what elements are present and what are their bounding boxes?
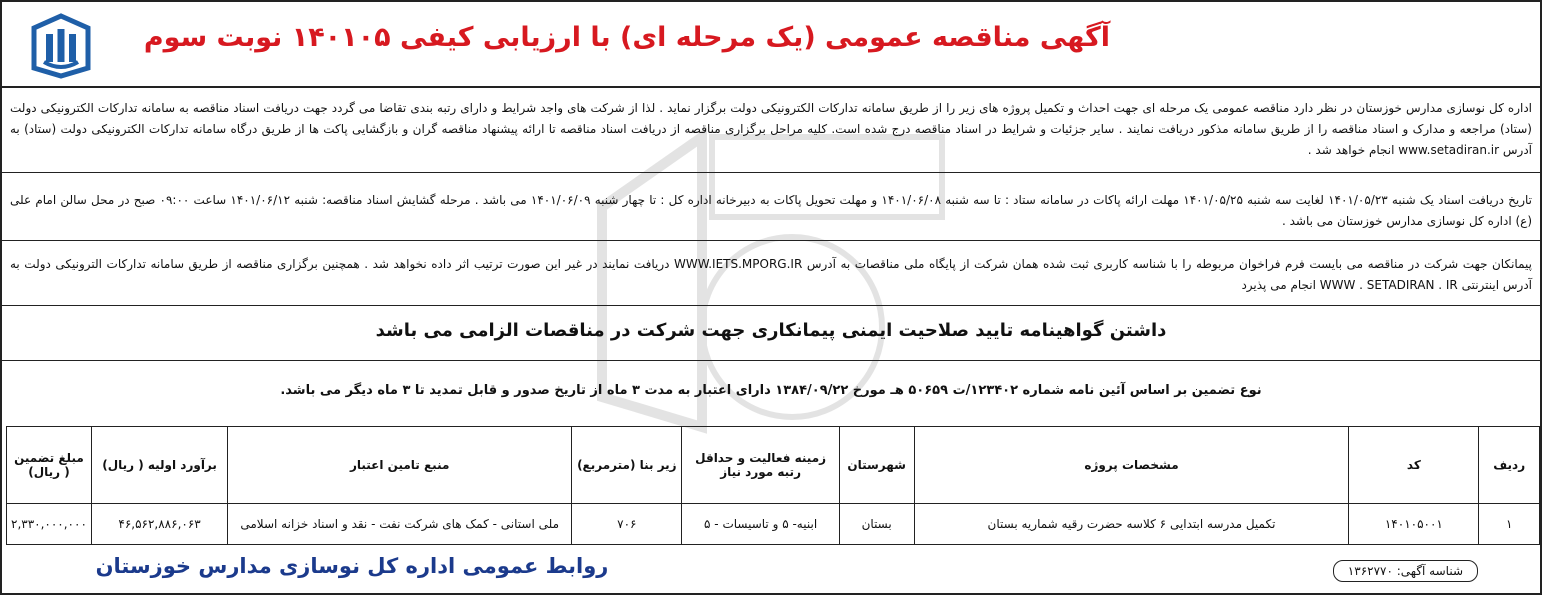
organization-logo-icon [26,12,96,80]
col-project: مشخصات پروژه [914,427,1349,504]
divider [2,240,1540,241]
notice-header [2,2,1540,88]
col-row-no: ردیف [1479,427,1540,504]
col-estimate: برآورد اولیه ( ریال) [91,427,227,504]
cell-funding: ملی استانی - کمک های شرکت نفت - نقد و اسناد خزانه اسلامی [228,504,572,545]
table-header-row [7,427,1540,504]
footer-organization: روابط عمومی اداره کل نوسازی مدارس خوزستان [95,554,609,578]
cell-code: ۱۴۰۱۰۵۰۰۱ [1349,504,1479,545]
safety-certificate-heading: داشتن گواهینامه تایید صلاحیت ایمنی پیمانکاری جهت شرکت در مناقصات الزامی می باشد [375,320,1167,341]
col-activity: زمینه فعالیت و حداقل رتبه مورد نیاز [682,427,839,504]
col-guarantee: مبلغ تضمین ( ریال) [7,427,92,504]
cell-project: تکمیل مدرسه ابتدایی ۶ کلاسه حضرت رقیه شماریه بستان [914,504,1349,545]
dates-paragraph: تاریخ دریافت اسناد یک شنبه ۱۴۰۱/۰۵/۲۳ لغایت سه شنبه ۱۴۰۱/۰۵/۲۵ مهلت ارائه پاکات در سامانه ستاد : تا سه شنبه ۱۴۰۱/۰۶/۰۸ و مهلت تحویل پاکات به دبیرخانه اداره کل : تا چهار شنبه ۱۴۰۱/۰۶/۰۹ می باشد . مرحله گشایش اسناد مناقصه: شنبه ۱۴۰۱/۰۶/۱۲ ساعت ۰۹:۰۰ صبح در محل سالن امام علی (ع) اداره کل نوسازی مدارس خوزستان می باشد . [10,193,1532,228]
cell-row-no: ۱ [1479,504,1540,545]
intro-paragraph: اداره کل نوسازی مدارس خوزستان در نظر دارد مناقصه عمومی یک مرحله ای جهت احداث و تکمیل پروژه های زیر را از طریق سامانه تدارکات الکترونیکی دولت برگزار نماید . لذا از شرکت های واجد شرایط و دارای رتبه بندی تقاضا می گردد جهت دریافت اسناد مناقصه به سامانه تدارکات الکترونیکی دولت (ستاد) مراجعه و مدارک و اسناد مناقصه را از طریق سامانه مذکور دریافت نمایند . سایر جزئیات و شرایط در اسناد مناقصه درج شده است. کلیه مراحل برگزاری مناقصه از دریافت اسناد مناقصه تا ارائه پیشنهاد مناقصه گران و بازگشایی پاکت ها از طریق درگاه سامانه تدارکات الکترونیکی دولت (ستاد) به آدرس www.setadiran.ir انجام خواهد شد . [10,101,1532,157]
col-area: زیر بنا (مترمربع) [572,427,682,504]
divider [2,360,1540,361]
divider [2,172,1540,173]
notice-title: آگهی مناقصه عمومی (یک مرحله ای) با ارزیابی کیفی ۱۴۰۱۰۵ نوبت سوم [143,22,1110,53]
cell-area: ۷۰۶ [572,504,682,545]
projects-table [6,426,1540,545]
col-funding: منبع تامین اعتبار [228,427,572,504]
contractors-paragraph: پیمانکان جهت شرکت در مناقصه می بایست فرم فراخوان مربوطه را با شناسه کاربری ثبت شده همان شرکت از پایگاه ملی مناقصات به آدرس WWW.IETS.MPORG.IR دریافت نمایند در غیر این صورت ترتیب اثر داده نخواهد شد . همچنین برگزاری مناقصه از طریق سامانه تدارکات الترونیکی دولت به آدرس اینترنتی WWW . SETADIRAN . IR انجام می پذیرد [10,257,1532,292]
table-row [7,504,1540,545]
cell-activity: ابنیه- ۵ و تاسیسات - ۵ [682,504,839,545]
divider [2,305,1540,306]
cell-guarantee: ۲,۳۳۰,۰۰۰,۰۰۰ [7,504,92,545]
col-code: کد [1349,427,1479,504]
guarantee-heading: نوع تضمین بر اساس آئین نامه شماره ۱۲۳۴۰۲/ت ۵۰۶۵۹ هـ مورخ ۱۳۸۴/۰۹/۲۲ دارای اعتبار به مدت ۳ ماه از تاریخ صدور و قابل تمدید تا ۳ ماه دیگر می باشد. [280,383,1262,398]
ad-id-badge: شناسه آگهی: ۱۳۶۲۷۷۰ [1333,560,1478,582]
cell-city: بستان [839,504,914,545]
cell-estimate: ۴۶,۵۶۲,۸۸۶,۰۶۳ [91,504,227,545]
col-city: شهرستان [839,427,914,504]
